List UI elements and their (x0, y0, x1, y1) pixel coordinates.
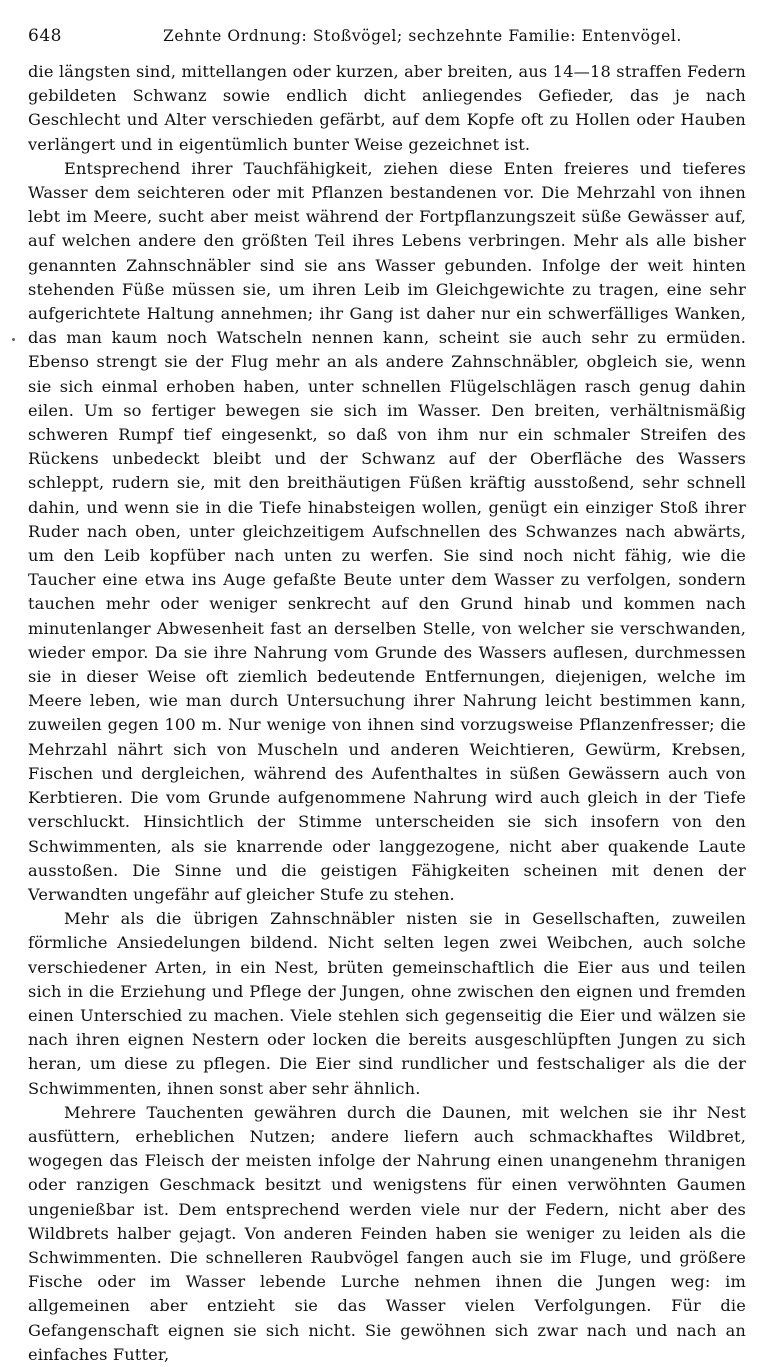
paragraph-continuation: die längsten sind, mittellangen oder kurzen, aber breiten, aus 14—18 straffen Federn gebildeten Schwanz sowie endlich dicht anliegendes Gefieder, das je nach Geschlecht und Alter verschieden gefärbt, auf dem Kopfe oft zu Hollen oder Hauben verlängert und in eigentümlich bunter Weise gezeichnet ist. (28, 62, 746, 154)
page-number: 648 (28, 26, 62, 46)
paragraph-nesting: Mehr als die übrigen Zahnschnäbler nisten sie in Gesellschaften, zuweilen förmliche Ansiedelungen bildend. Nicht selten legen zwei Weibchen, auch solche verschiedener Arten, in ein Nest, brüten gemeinschaftlich die Eier aus und teilen sich in die Erziehung und Pflege der Jungen, ohne zwischen den eignen und fremden einen Unterschied zu machen. Viele stehlen sich gegenseitig die Eier und wälzen sie nach ihren eignen Nestern oder locken die bereits ausgeschlüpften Jungen zu sich heran, um diese zu pflegen. Die Eier sind rundlicher und festschaliger als die der Schwimmenten, ihnen sonst aber sehr ähnlich. (28, 909, 746, 1098)
body-text (28, 60, 746, 1367)
paragraph-diving-behavior: Entsprechend ihrer Tauchfähigkeit, ziehen diese Enten freieres und tieferes Wasser dem seichteren oder mit Pflanzen bestandenen vor. Die Mehrzahl von ihnen lebt im Meere, sucht aber meist während der Fortpflanzungszeit süße Gewässer auf, auf welchen andere den größten Teil ihres Lebens verbringen. Mehr als alle bisher genannten Zahnschnäbler sind sie ans Wasser gebunden. Infolge der weit hinten stehenden Füße müssen sie, um ihren Leib im Gleichgewichte zu tragen, eine sehr aufgerichtete Haltung annehmen; ihr Gang ist daher nur ein schwerfälliges Wanken, das man kaum noch Watscheln nennen kann, scheint sie auch sehr zu ermüden. Ebenso strengt sie der Flug mehr an als andere Zahnschnäbler, obgleich sie, wenn sie sich einmal erhoben haben, unter schnellen Flügelschlägen rasch genug dahin eilen. Um so fertiger bewegen sie sich im Wasser. Den breiten, verhältnismäßig schweren Rumpf tief eingesenkt, so daß von ihm nur ein schmaler Streifen des Rückens unbedeckt bleibt und der Schwanz auf der Oberfläche des Wassers schleppt, rudern sie, mit den breithäutigen Füßen kräftig ausstoßend, sehr schnell dahin, und wenn sie in die Tiefe hinabsteigen wollen, genügt ein einziger Stoß ihrer Ruder nach oben, unter gleichzeitigem Aufschnellen des Schwanzes nach abwärts, um den Leib kopfüber nach unten zu werfen. Sie sind noch nicht fähig, wie die Taucher eine etwa ins Auge gefaßte Beute unter dem Wasser zu verfolgen, sondern tauchen mehr oder weniger senkrecht auf den Grund hinab und kommen nach minutenlanger Abwesenheit fast an derselben Stelle, von welcher sie verschwanden, wieder empor. Da sie ihre Nahrung vom Grunde des Wassers auflesen, durchmessen sie in dieser Weise oft ziemlich bedeutende Entfernungen, diejenigen, welche im Meere leben, wie man durch Untersuchung ihrer Nahrung leicht bestimmen kann, zuweilen gegen 100 m. Nur wenige von ihnen sind vorzugsweise Pflanzenfresser; die Mehrzahl nährt sich von Muscheln und anderen Weichtieren, Gewürm, Krebsen, Fischen und dergleichen, während des Aufenthaltes in süßen Gewässern auch von Kerbtieren. Die vom Grunde aufgenommene Nahrung wird auch gleich in der Tiefe verschluckt. Hinsichtlich der Stimme unterscheiden sie sich insofern von den Schwimmenten, als sie knarrende oder langgezogene, nicht aber quakende Laute ausstoßen. Die Sinne und die geistigen Fähigkeiten scheinen mit denen der Verwandten ungefähr auf gleicher Stufe zu stehen. (28, 158, 746, 904)
running-head: Zehnte Ordnung: Stoßvögel; sechzehnte Familie: Entenvögel. (163, 27, 682, 45)
print-speck (12, 338, 15, 341)
paragraph-use-and-enemies: Mehrere Tauchenten gewähren durch die Daunen, mit welchen sie ihr Nest ausfüttern, erheblichen Nutzen; andere liefern auch schmackhaftes Wildbret, wogegen das Fleisch der meisten infolge der Nahrung einen unangenehm thranigen oder ranzigen Geschmack besitzt und wenigstens für einen verwöhnten Gaumen ungenießbar ist. Dem entsprechend werden viele nur der Federn, nicht aber des Wildbrets halber gejagt. Von anderen Feinden haben sie weniger zu leiden als die Schwimmenten. Die schnelleren Raubvögel fangen auch sie im Fluge, und größere Fische oder im Wasser lebende Lurche nehmen ihnen die Jungen weg: im allgemeinen aber entzieht sie das Wasser vielen Verfolgungen. Für die Gefangenschaft eignen sie sich nicht. Sie gewöhnen sich zwar nach und nach an einfaches Futter, (28, 1102, 746, 1364)
page-header (28, 26, 748, 50)
